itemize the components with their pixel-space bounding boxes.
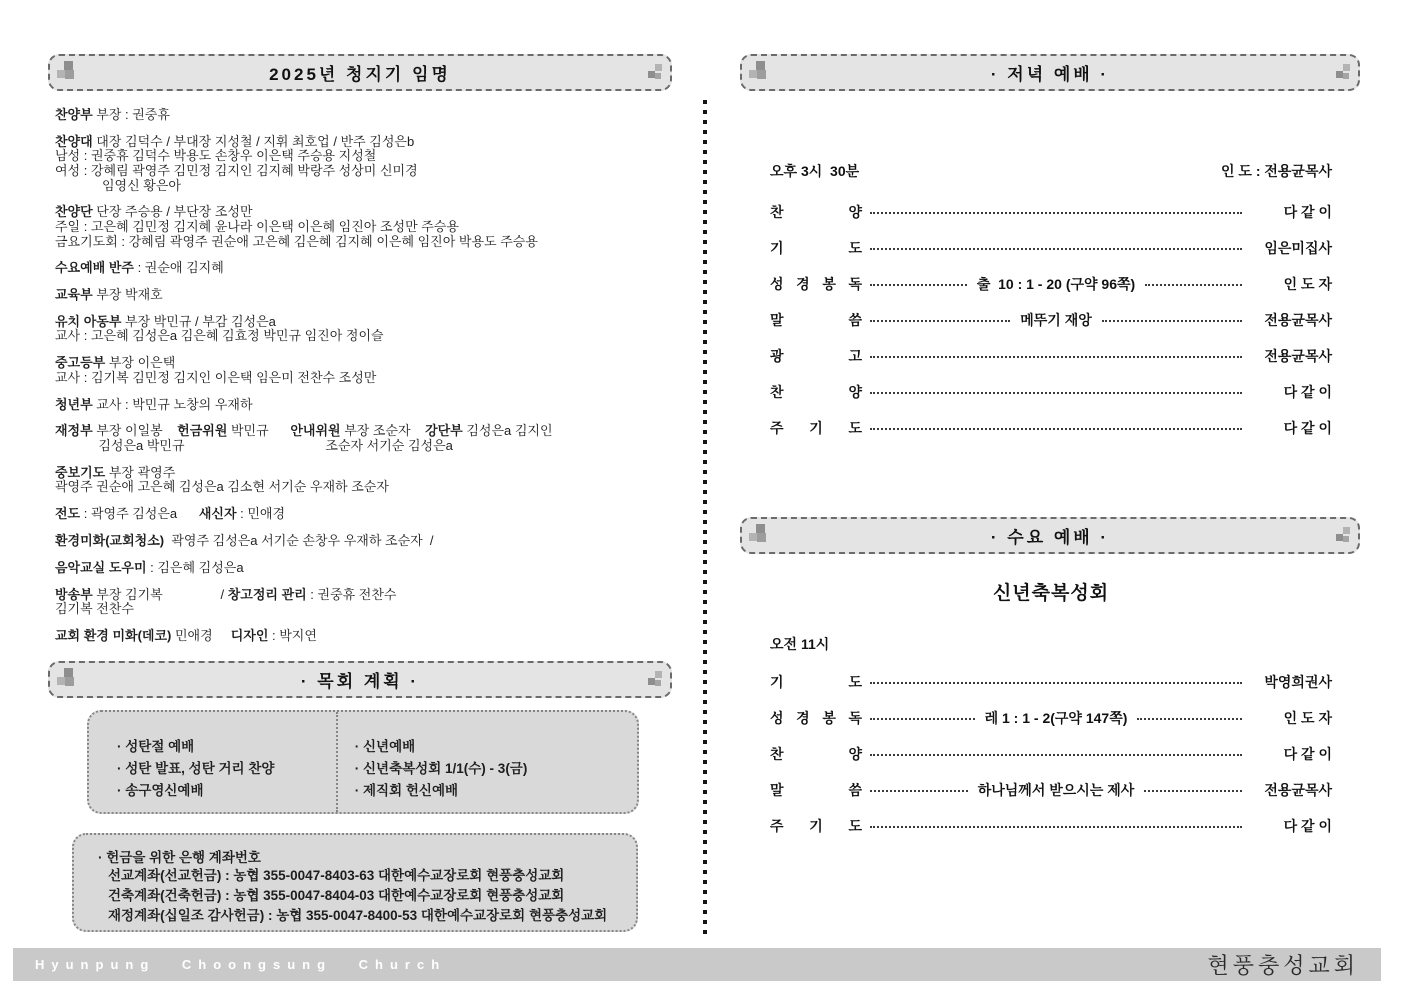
order-item-label: 말 씀 xyxy=(770,312,862,328)
order-item-assignee: 인 도 자 xyxy=(1283,276,1332,292)
service-time: 오후 3시 30분 xyxy=(770,163,860,179)
text-segment: 찬양단 xyxy=(55,204,93,220)
order-item-label: 말 씀 xyxy=(770,782,862,798)
dotted-leader xyxy=(870,790,968,792)
pixel-deco-icon xyxy=(1331,64,1351,84)
worship-order-row xyxy=(770,746,1332,762)
text-segment: 음악교실 도우미 xyxy=(55,559,147,575)
staff-paragraph xyxy=(55,205,680,249)
order-item-assignee: 인 도 자 xyxy=(1283,710,1332,726)
worship-order-row xyxy=(770,710,1332,726)
dotted-leader xyxy=(870,320,1010,322)
text-segment: 수요예배 반주 xyxy=(55,260,134,276)
worship-rows xyxy=(770,674,1332,834)
order-item-assignee: 다 같 이 xyxy=(1283,818,1332,834)
ministry-plan-header xyxy=(48,661,672,698)
staff-line xyxy=(55,439,680,454)
order-item-detail: 메뚜기 재앙 xyxy=(1020,312,1092,328)
page-title: 2025년 청지기 임명 xyxy=(269,65,451,84)
text-segment: 환경미화(교회청소) xyxy=(55,532,165,548)
section-title: · 목회 계획 · xyxy=(300,672,420,691)
pixel-deco-icon xyxy=(749,61,775,87)
worship-order-row xyxy=(770,420,1332,436)
section-title: · 수요 예배 · xyxy=(990,528,1110,547)
dotted-leader xyxy=(1145,284,1242,286)
text-segment: 부장 : 권중휴 xyxy=(92,107,170,122)
text-segment: 헌금위원 xyxy=(177,423,228,439)
worship-order-row xyxy=(770,782,1332,798)
dotted-leader xyxy=(870,682,1242,684)
bank-box-title: · 헌금을 위한 은행 계좌번호 xyxy=(98,850,261,865)
text-segment: 부장 김기복 / xyxy=(92,586,228,602)
staff-line xyxy=(55,356,680,371)
text-segment: 주일 : 고은혜 김민정 김지혜 윤나라 이은택 이은혜 임진아 조성만 주승용 xyxy=(55,218,459,234)
dotted-leader xyxy=(870,212,1242,214)
order-item-detail: 출 10 : 1 - 20 (구약 96쪽) xyxy=(976,276,1136,292)
text-segment: 교사 : 박민규 노창의 우재하 xyxy=(92,396,253,412)
text-segment: 김성은a 김지인 xyxy=(462,423,553,439)
order-item-label: 주 기 도 xyxy=(770,420,862,436)
church-name-english: Hyunpung Choongsung Church xyxy=(35,957,447,972)
order-item-label: 주 기 도 xyxy=(770,818,862,834)
dotted-leader xyxy=(870,248,1242,250)
staff-line xyxy=(55,507,680,522)
list-item: · 신년축복성회 1/1(수) - 3(금) xyxy=(354,761,528,776)
text-segment: 부장 박재호 xyxy=(92,287,163,303)
text-segment: 유치 아동부 xyxy=(55,313,122,329)
list-item: 재정계좌(십일조 감사헌금) : 농협 355-0047-8400-53 대한예수교장로회 현풍충성교회 xyxy=(108,908,608,923)
list-item: · 성탄 발표, 성탄 거리 찬양 xyxy=(117,761,275,776)
revival-title: 신년축복성회 xyxy=(992,583,1110,604)
text-segment: 찬양부 xyxy=(55,107,93,122)
text-segment: 민애경 xyxy=(171,627,231,643)
staff-paragraph xyxy=(55,356,680,385)
order-item-assignee: 다 같 이 xyxy=(1283,420,1332,436)
staff-line xyxy=(55,205,680,220)
text-segment: : 김은혜 김성은a xyxy=(146,559,244,575)
staff-listing xyxy=(55,108,680,656)
worship-rows xyxy=(770,204,1332,436)
list-item: · 송구영신예배 xyxy=(117,783,204,798)
staff-paragraph xyxy=(55,534,680,549)
text-segment: 교회 환경 미화(데코) xyxy=(55,627,172,643)
text-segment: 김기복 전찬수 xyxy=(55,601,134,617)
dotted-leader xyxy=(870,356,1242,358)
footer-bar xyxy=(13,948,1381,981)
staff-line xyxy=(55,534,680,549)
dotted-leader xyxy=(1102,320,1242,322)
staff-paragraph xyxy=(55,398,680,413)
staff-paragraph xyxy=(55,629,680,644)
text-segment: 남성 : 권중휴 김덕수 박용도 손창우 이은택 주승용 지성철 xyxy=(55,148,377,164)
list-item: · 신년예배 xyxy=(354,739,416,754)
order-item-label: 성 경 봉 독 xyxy=(770,276,862,292)
staff-line xyxy=(55,261,680,276)
worship-order-row xyxy=(770,240,1332,256)
staff-paragraph xyxy=(55,507,680,522)
text-segment: 중고등부 xyxy=(55,355,106,371)
staff-line xyxy=(55,179,680,194)
dotted-leader xyxy=(870,428,1242,430)
text-segment: 부장 곽영주 xyxy=(105,464,176,480)
order-item-label: 찬 양 xyxy=(770,746,862,762)
dotted-leader xyxy=(870,284,967,286)
wednesday-worship-header xyxy=(740,517,1360,554)
text-segment: 임영신 황은아 xyxy=(55,177,181,193)
dotted-leader xyxy=(1144,790,1242,792)
pixel-deco-icon xyxy=(1331,527,1351,547)
evening-worship-header xyxy=(740,54,1360,91)
order-item-assignee: 임은미집사 xyxy=(1264,240,1332,256)
pixel-deco-icon xyxy=(749,524,775,550)
text-segment: 단장 주승용 / 부단장 조성만 xyxy=(92,204,253,220)
worship-order-row xyxy=(770,818,1332,834)
plan-box-divider xyxy=(336,712,338,812)
worship-order-row xyxy=(770,674,1332,690)
text-segment: 창고정리 관리 xyxy=(227,586,307,602)
plan-list-left xyxy=(117,736,274,802)
service-leader: 인 도 : 전용균목사 xyxy=(1221,163,1332,179)
list-item: 선교계좌(선교헌금) : 농협 355-0047-8403-63 대한예수교장로회 현풍충성교회 xyxy=(108,868,565,883)
staff-line xyxy=(55,424,680,439)
dotted-leader xyxy=(870,754,1242,756)
text-segment: 곽영주 김성은a 서기순 손창우 우재하 조순자 / xyxy=(164,532,434,548)
worship-order-row xyxy=(770,384,1332,400)
staff-paragraph xyxy=(55,261,680,276)
staff-line xyxy=(55,466,680,481)
staff-paragraph xyxy=(55,288,680,303)
pixel-deco-icon xyxy=(643,671,663,691)
order-item-label: 찬 양 xyxy=(770,204,862,220)
text-segment: 전도 xyxy=(55,506,81,522)
section-title: · 저녁 예배 · xyxy=(990,65,1110,84)
order-item-assignee: 전용균목사 xyxy=(1264,348,1332,364)
text-segment: 부장 이은택 xyxy=(105,355,176,371)
bank-account-box xyxy=(72,833,638,932)
wednesday-worship-order xyxy=(770,578,1332,854)
dotted-leader xyxy=(870,718,975,720)
pixel-deco-icon xyxy=(57,61,83,87)
staff-line xyxy=(55,602,680,617)
order-item-assignee: 다 같 이 xyxy=(1283,746,1332,762)
order-item-assignee: 전용균목사 xyxy=(1264,312,1333,328)
list-item: · 성탄절 예배 xyxy=(117,739,195,754)
text-segment: 교사 : 김기복 김민정 김지인 이은택 임은미 전찬수 조성만 xyxy=(55,369,377,385)
text-segment: : 박지연 xyxy=(268,627,317,643)
text-segment: 여성 : 강혜림 곽영주 김민정 김지인 김지혜 박랑주 성상미 신미경 xyxy=(55,162,418,178)
ministry-plan-box xyxy=(87,710,639,814)
staff-paragraph xyxy=(55,561,680,576)
text-segment: : 민애경 xyxy=(236,506,286,522)
text-segment: : 곽영주 김성은a xyxy=(80,506,199,522)
staff-line xyxy=(55,108,680,123)
staff-paragraph xyxy=(55,466,680,495)
dotted-leader xyxy=(1137,718,1242,720)
worship-order-row xyxy=(770,276,1332,292)
bank-account-list xyxy=(108,866,607,926)
pixel-deco-icon xyxy=(643,64,663,84)
text-segment: 새신자 xyxy=(198,506,237,522)
order-item-label: 성 경 봉 독 xyxy=(770,710,862,726)
staff-line xyxy=(55,561,680,576)
staff-line xyxy=(55,164,680,179)
order-item-label: 광 고 xyxy=(770,348,862,364)
order-item-label: 찬 양 xyxy=(770,384,862,400)
text-segment: 김성은a 박민규 조순자 서기순 김성은a xyxy=(55,438,453,453)
worship-order-row xyxy=(770,312,1332,328)
staff-line xyxy=(55,480,680,495)
text-segment: : 권중휴 전찬수 xyxy=(306,586,397,602)
staff-line xyxy=(55,588,680,603)
worship-order-row xyxy=(770,204,1332,220)
text-segment: 방송부 xyxy=(55,586,93,602)
staff-line xyxy=(55,135,680,150)
staff-paragraph xyxy=(55,588,680,617)
staff-paragraph xyxy=(55,315,680,344)
staff-line xyxy=(55,329,680,344)
staff-line xyxy=(55,149,680,164)
order-item-label: 기 도 xyxy=(770,240,862,256)
pixel-deco-icon xyxy=(57,668,83,694)
staff-paragraph xyxy=(55,424,680,453)
text-segment: 중보기도 xyxy=(55,464,106,480)
list-item: 건축계좌(건축헌금) : 농협 355-0047-8404-03 대한예수교장로회 현풍충성교회 xyxy=(108,888,565,903)
order-item-assignee: 박영희권사 xyxy=(1264,674,1332,690)
page-fold-dotted-divider xyxy=(703,100,707,935)
worship-order-row xyxy=(770,348,1332,364)
text-segment: 박민규 xyxy=(227,423,291,439)
dotted-leader xyxy=(870,392,1242,394)
text-segment: 교육부 xyxy=(55,287,93,303)
staff-line xyxy=(55,371,680,386)
text-segment: 청년부 xyxy=(55,396,93,412)
text-segment: 곽영주 권순애 고은혜 김성은a 김소현 서기순 우재하 조순자 xyxy=(55,479,389,495)
order-item-assignee: 다 같 이 xyxy=(1283,204,1332,220)
text-segment: 부장 박민규 / 부감 김성은a xyxy=(121,313,276,329)
staff-line xyxy=(55,629,680,644)
order-item-assignee: 다 같 이 xyxy=(1283,384,1332,400)
church-name-korean: 현풍충성교회 xyxy=(1207,954,1359,979)
text-segment: 재정부 xyxy=(55,423,93,439)
order-item-detail: 레 1 : 1 - 2(구약 147쪽) xyxy=(984,710,1128,726)
staff-line xyxy=(55,315,680,330)
order-item-label: 기 도 xyxy=(770,674,862,690)
staff-line xyxy=(55,220,680,235)
staff-line xyxy=(55,288,680,303)
staff-paragraph xyxy=(55,108,680,123)
evening-worship-order xyxy=(770,163,1332,456)
order-item-assignee: 전용균목사 xyxy=(1264,782,1333,798)
text-segment: 교사 : 고은혜 김성은a 김은혜 김효정 박민규 임진아 정이슬 xyxy=(55,328,384,344)
text-segment: 디자인 xyxy=(230,627,269,643)
text-segment: 찬양대 xyxy=(55,133,93,149)
text-segment: 대장 김덕수 / 부대장 지성철 / 지휘 최호업 / 반주 김성은b xyxy=(92,133,415,149)
text-segment: 강단부 xyxy=(425,423,463,439)
steward-appointment-header xyxy=(48,54,672,91)
text-segment: : 권순애 김지혜 xyxy=(133,260,224,276)
staff-paragraph xyxy=(55,135,680,193)
service-time: 오전 11시 xyxy=(770,636,830,652)
staff-line xyxy=(55,398,680,413)
text-segment: 금요기도회 : 강혜림 곽영주 권순애 고은혜 김은혜 김지혜 이은혜 임진아 박용도 주승용 xyxy=(55,233,538,249)
list-item: · 제직회 헌신예배 xyxy=(354,783,459,798)
text-segment: 안내위원 xyxy=(290,423,341,439)
dotted-leader xyxy=(870,826,1242,828)
staff-line xyxy=(55,235,680,250)
text-segment: 부장 이일봉 xyxy=(92,423,178,439)
plan-list-right xyxy=(355,736,528,802)
text-segment: 부장 조순자 xyxy=(340,423,426,439)
order-item-detail: 하나님께서 받으시는 제사 xyxy=(977,782,1135,798)
